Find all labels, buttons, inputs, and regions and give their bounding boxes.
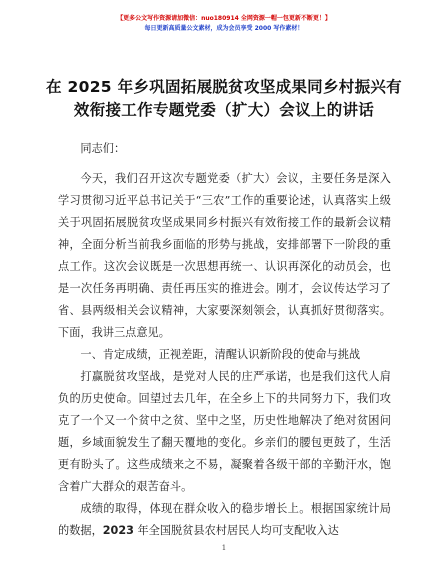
document-body [58,138,391,542]
paragraph-income-end: 年全国脱贫县农村居民人均可支配收入达 [133,524,339,537]
page-number: 1 [221,544,227,552]
paragraph-income [58,498,391,542]
salutation: 同志们： [80,142,126,155]
banner-line-1: 【更多公文写作资源请加微信：nuo180914 全网资源一帽一包更新不断更！】 [117,15,331,22]
paragraph-intro: 今天，我们召开这次专题党委（扩大）会议，主要任务是深入学习贯彻习近平总书记关于“三农”工作的重要论述，认真落实上级关于巩固拓展脱贫攻坚成果同乡村振兴有效衔接工作的最新会议精神，全面分析当前我乡面临的形势与挑战，安排部署下一阶段的重点工作。这次会议既是一次思想再统一、认识再深化的动员会，也是一次任务再明确、责任再压实的推进会。刚才，会议传达学习了省、县两级相关会议精神，大家要深刻领会，认真抓好贯彻落实。下面，我讲三点意见。 [58,172,391,339]
document-title: 在 2025 年乡巩固拓展脱贫攻坚成果同乡村振兴有效衔接工作专题党委（扩大）会议上的讲话 [46,78,402,119]
year-number: 2023 [102,524,134,537]
section-heading-1: 一、肯定成绩，正视差距，清醒认识新阶段的使命与挑战 [80,348,361,361]
header-banner [0,14,448,34]
banner-line-2: 每日更新高质量公文素材，成为会员享受 2000 写作素材！ [144,25,304,32]
paragraph-achievements: 打赢脱贫攻坚战，是党对人民的庄严承诺，也是我们这代人肩负的历史使命。回望过去几年，在全乡上下的共同努力下，我们攻克了一个又一个贫中之贫、坚中之坚，历史性地解决了绝对贫困问题，乡域面貌发生了翻天覆地的变化。乡亲们的腰包更鼓了，生活更有盼头了。这些成绩来之不易，凝聚着各级干部的辛勤汗水，饱含着广大群众的艰苦奋斗。 [58,370,391,493]
paragraph-income-start: 成绩的取得，体现在群众收入的稳步增长上。根据国家统计局的数据， [58,502,391,537]
